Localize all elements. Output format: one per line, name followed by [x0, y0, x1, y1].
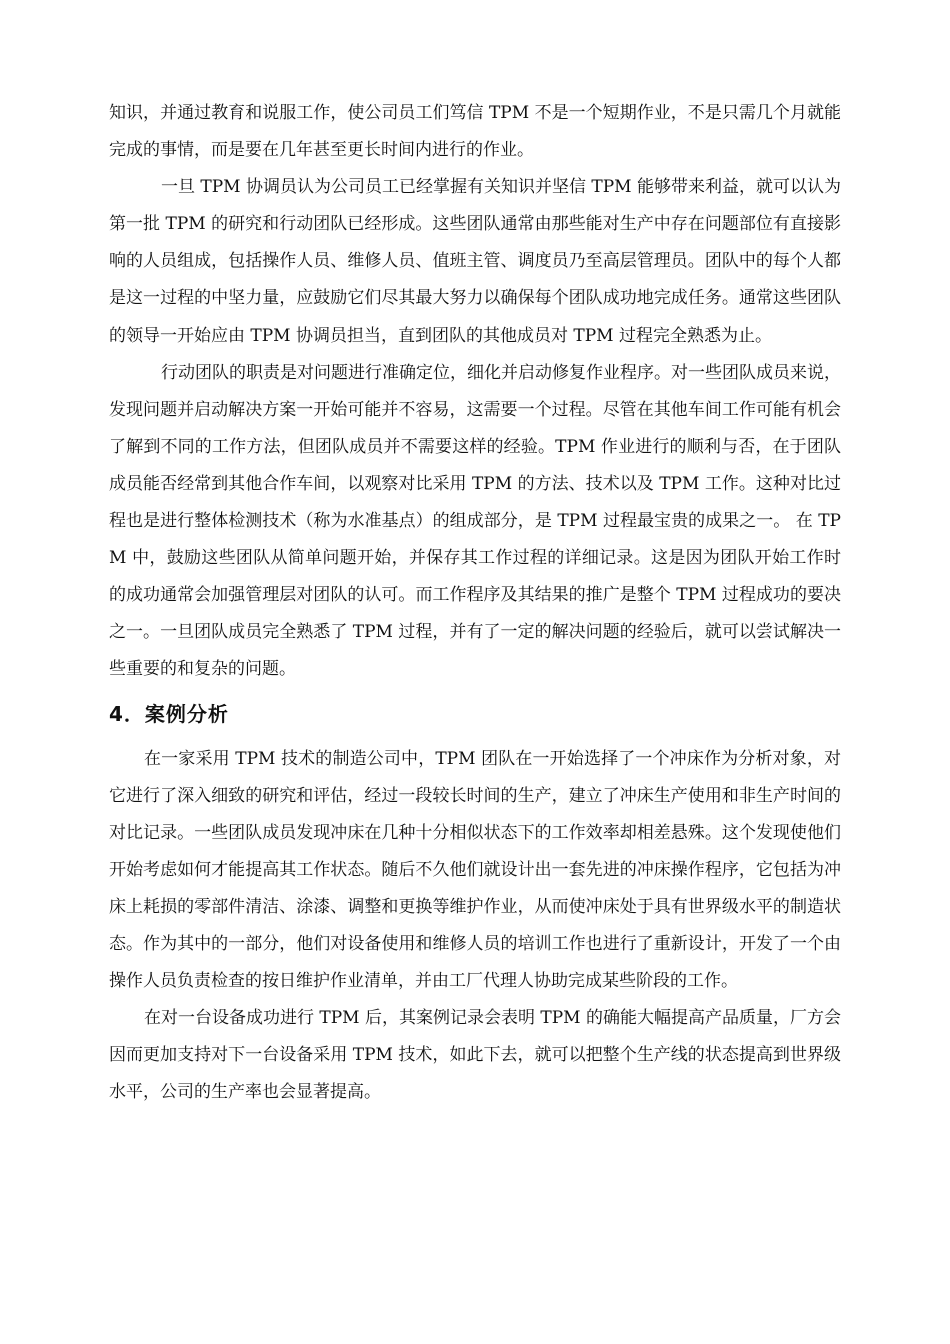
- section-heading: 4．案例分析: [109, 701, 229, 726]
- body-paragraph: 在对一台设备成功进行 TPM 后，其案例记录会表明 TPM 的确能大幅提高产品质量，厂方会因而更加支持对下一台设备采用 TPM 技术，如此下去，就可以把整个生产线的状态提高到世界级水平，公司的生产率也会显著提高。: [109, 1008, 841, 1103]
- body-paragraph: 知识，并通过教育和说服工作，使公司员工们笃信 TPM 不是一个短期作业，不是只需几个月就能完成的事情，而是要在几年甚至更长时间内进行的作业。: [109, 103, 841, 161]
- body-paragraph: 行动团队的职责是对问题进行准确定位，细化并启动修复作业程序。对一些团队成员来说，发现问题并启动解决方案一开始可能并不容易，这需要一个过程。尽管在其他车间工作可能有机会了解到不同的工作方法，但团队成员并不需要这样的经验。TPM 作业进行的顺利与否，在于团队成员能否经常到其他合作车间，以观察对比采用 TPM 的方法、技术以及 TPM 工作。这种对比过程也是进行整体检测技术（称为水准基点）的组成部分，是 TPM 过程最宝贵的成果之一。 在 TPM 中，鼓励这些团队从简单问题开始，并保存其工作过程的详细记录。这是因为团队开始工作时的成功通常会加强管理层对团队的认可。而工作程序及其结果的推广是整个 TPM 过程成功的要决之一。一旦团队成员完全熟悉了 TPM 过程，并有了一定的解决问题的经验后，就可以尝试解决一些重要的和复杂的问题。: [109, 362, 841, 680]
- body-paragraph: 一旦 TPM 协调员认为公司员工已经掌握有关知识并坚信 TPM 能够带来利益，就可以认为第一批 TPM 的研究和行动团队已经形成。这些团队通常由那些能对生产中存在问题部位有直接影响的人员组成，包括操作人员、维修人员、值班主管、调度员乃至高层管理员。团队中的每个人都是这一过程的中坚力量，应鼓励它们尽其最大努力以确保每个团队成功地完成任务。通常这些团队的领导一开始应由 TPM 协调员担当，直到团队的其他成员对 TPM 过程完全熟悉为止。: [109, 177, 841, 346]
- document-page: [109, 95, 841, 1111]
- body-paragraph: 在一家采用 TPM 技术的制造公司中，TPM 团队在一开始选择了一个冲床作为分析对象，对它进行了深入细致的研究和评估，经过一段较长时间的生产，建立了冲床生产使用和非生产时间的对比记录。一些团队成员发现冲床在几种十分相似状态下的工作效率却相差悬殊。这个发现使他们开始考虑如何才能提高其工作状态。随后不久他们就设计出一套先进的冲床操作程序，它包括为冲床上耗损的零部件清洁、涂漆、调整和更换等维护作业，从而使冲床处于具有世界级水平的制造状态。作为其中的一部分，他们对设备使用和维修人员的培训工作也进行了重新设计，开发了一个由操作人员负责检查的按日维护作业清单，并由工厂代理人协助完成某些阶段的工作。: [109, 748, 841, 992]
